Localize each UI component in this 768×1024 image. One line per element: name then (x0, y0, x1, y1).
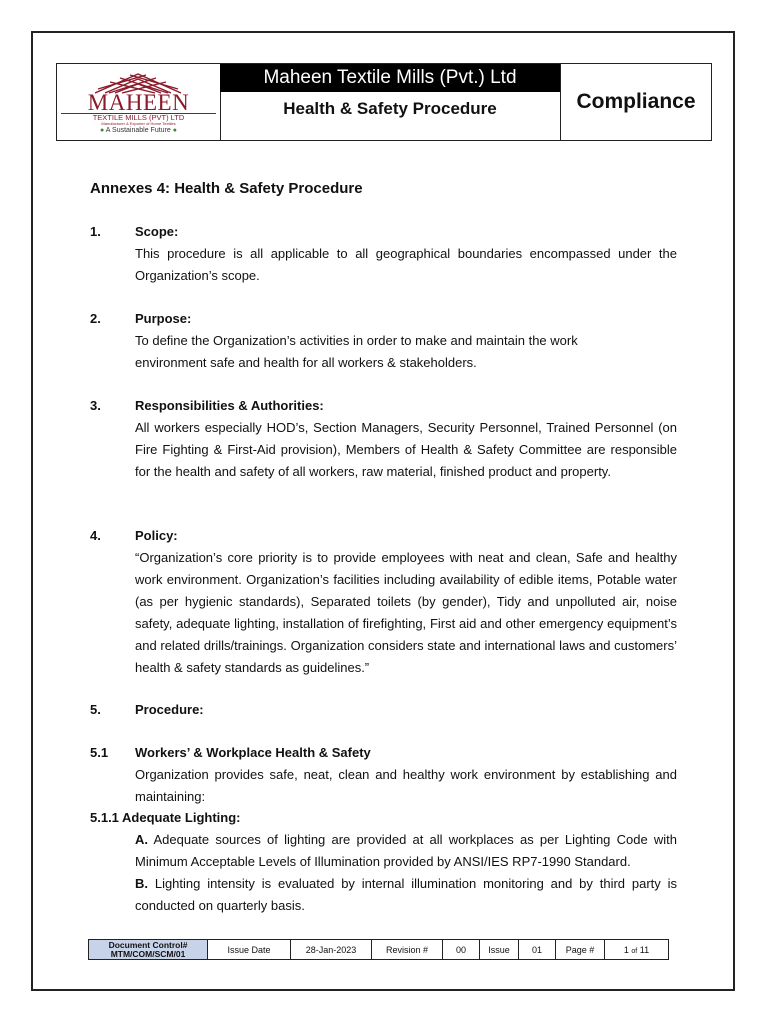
lighting-item-a (135, 829, 677, 873)
section-text-scope: This procedure is all applicable to all geographical boundaries encompassed under the Organization’s scope. (135, 246, 677, 283)
revision-value: 00 (443, 940, 480, 960)
leaf-icon: ● (100, 127, 105, 134)
section-number: 5. (90, 702, 101, 717)
subsection-heading: Workers’ & Workplace Health & Safety (135, 745, 371, 760)
document-control-footer (88, 939, 669, 960)
section-heading-responsibilities: Responsibilities & Authorities: (135, 398, 324, 413)
logo-subtitle: TEXTILE MILLS (PVT) LTD (61, 113, 216, 122)
item-text: Adequate sources of lighting are provided at all workplaces as per Lighting Code with Minimum Acceptable Levels of Illumination provided by ANSI/IES RP7-1990 Standard. (135, 832, 677, 869)
section-number: 2. (90, 311, 101, 326)
logo-wordmark: MAHEEN (87, 90, 190, 115)
item-label: B. (135, 876, 148, 891)
header-title-cell (220, 64, 561, 140)
leaf-icon: ● (172, 127, 177, 134)
lighting-item-b (135, 873, 677, 917)
revision-label: Revision # (372, 940, 443, 960)
section-number: 1. (90, 224, 101, 239)
issue-date-value: 28-Jan-2023 (291, 940, 372, 960)
section-heading-policy: Policy: (135, 528, 178, 543)
doc-control-value: MTM/COM/SCM/01 (110, 948, 186, 959)
section-number: 4. (90, 528, 101, 543)
section-text-purpose: To define the Organization’s activities in order to make and maintain the work environment safe and health for all workers & stakeholders. (135, 333, 578, 370)
logo-tagline (61, 126, 216, 135)
page-of: of (631, 947, 638, 955)
section-heading-purpose: Purpose: (135, 311, 192, 326)
issue-value: 01 (519, 940, 556, 960)
section-text-policy: “Organization’s core priority is to provide employees with neat and clean, Safe and healthy work environment. Organization’s facilities including availability of edible items, Potable water (as per hygienic standards), Separated toilets (by gender), Tidy and unpolluted air, noise safety, adequate lighting, installation of firefighting, First aid and other emergency equipment’s and related drills/trainings. Organization considers state and international laws and customers’ health & safety standards as guidelines.” (135, 550, 677, 675)
issue-label: Issue (480, 940, 519, 960)
doc-control-cell (89, 940, 208, 960)
subsection-text: Organization provides safe, neat, clean and healthy work environment by establishing and maintaining: (135, 767, 677, 804)
item-label: A. (135, 832, 148, 847)
doc-control-label: Document Control# (108, 939, 188, 950)
page-current: 1 (623, 944, 629, 955)
page-total: 11 (639, 944, 650, 955)
section-heading-scope: Scope: (135, 224, 179, 239)
procedure-title: Health & Safety Procedure (283, 99, 497, 118)
annex-title: Annexes 4: Health & Safety Procedure (90, 180, 363, 197)
logo-tagline-text: A Sustainable Future (105, 127, 171, 134)
company-name: Maheen Textile Mills (Pvt.) Ltd (220, 64, 560, 92)
company-logo (57, 64, 221, 140)
page-label: Page # (556, 940, 605, 960)
page-number (605, 940, 669, 960)
subsubsection-heading: 5.1.1 Adequate Lighting: (90, 810, 241, 825)
logo-small-text: Manufacturer & Exporter of Home Textiles (101, 121, 176, 126)
compliance-label: Compliance (576, 90, 696, 113)
issue-date-label: Issue Date (208, 940, 291, 960)
section-text-responsibilities: All workers especially HOD’s, Section Managers, Security Personnel, Trained Personnel (on Fire Fighting & First-Aid provision), Members of Health & Safety Committee are responsible for the health and safety of all workers, raw material, finished product and property. (135, 420, 677, 479)
subsection-number: 5.1 (90, 745, 109, 760)
document-header (56, 63, 712, 141)
section-heading-procedure: Procedure: (135, 702, 204, 717)
item-text: Lighting intensity is evaluated by internal illumination monitoring and by third party is conducted on quarterly basis. (135, 876, 677, 913)
section-number: 3. (90, 398, 101, 413)
